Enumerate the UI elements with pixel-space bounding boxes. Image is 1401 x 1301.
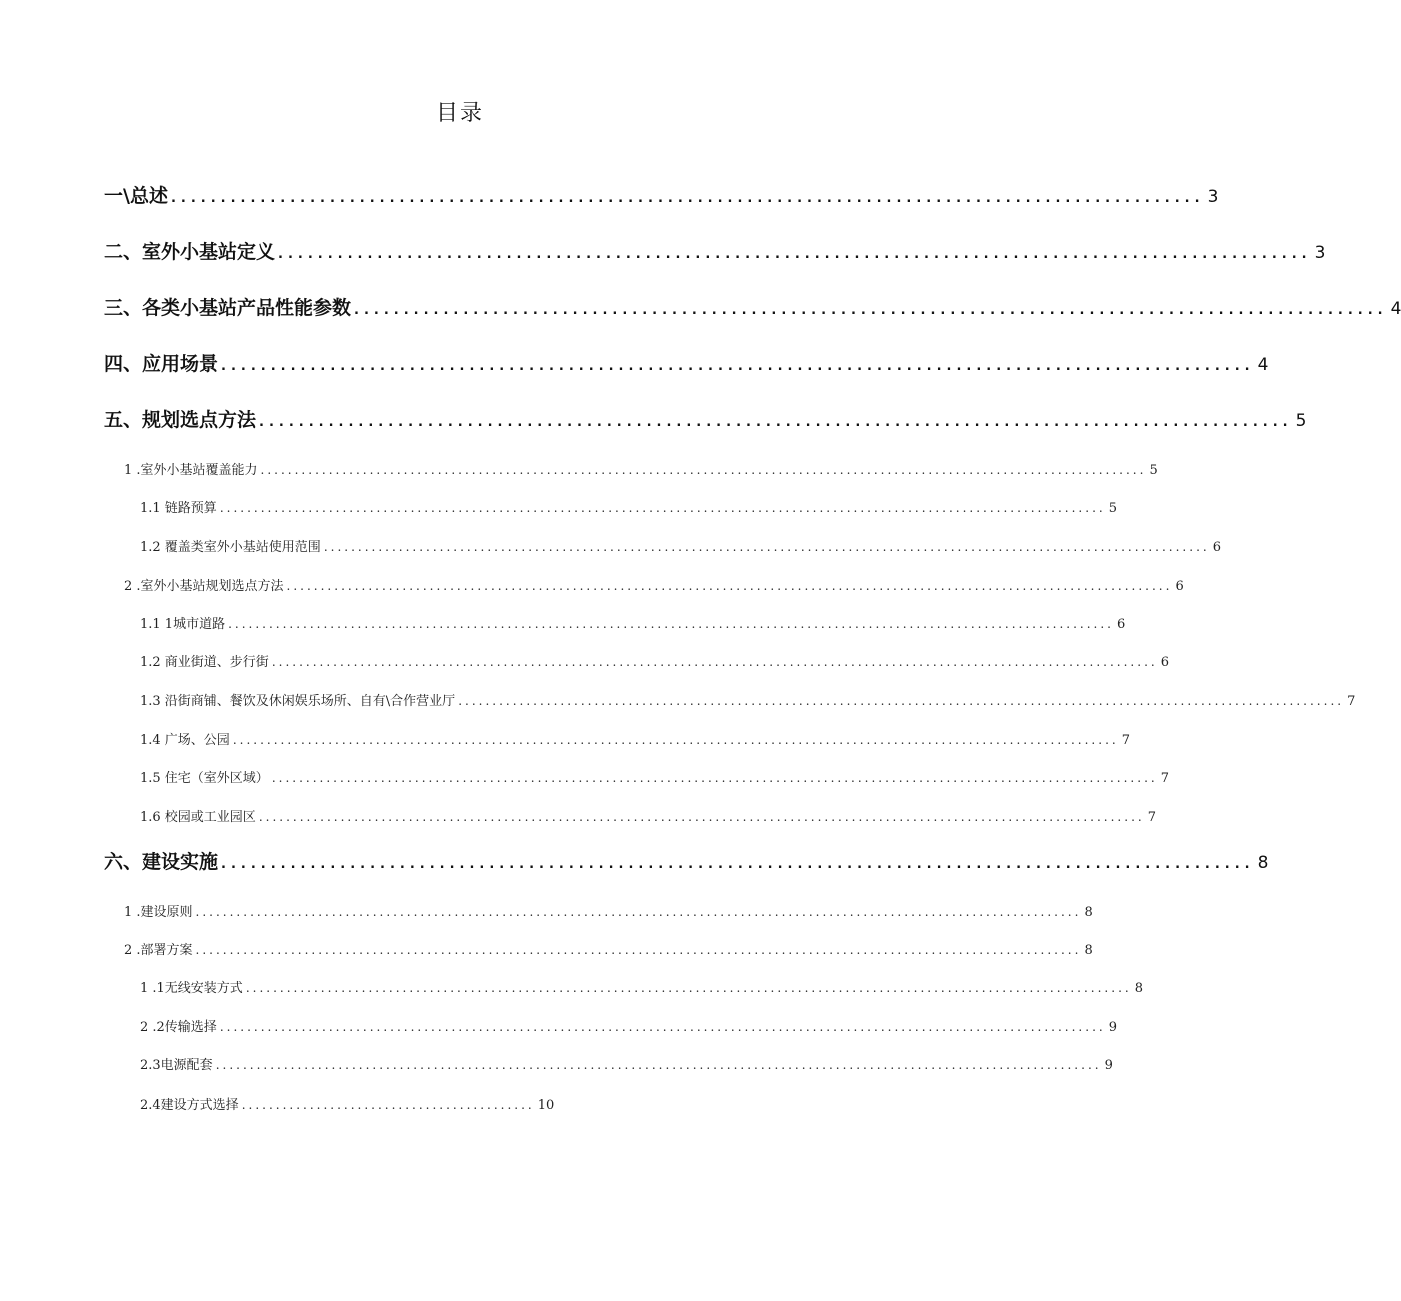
dot-leader: ........................................................................................................ xyxy=(221,857,1255,872)
toc-entry-street-shops[interactable] xyxy=(140,690,1356,709)
dot-leader: ........................................................................................................ xyxy=(354,303,1388,318)
toc-entry-page: 8 xyxy=(1084,905,1093,920)
toc-entry-label: 1.2 商业街道、步行街 xyxy=(140,655,269,670)
toc-entry-label: 1.2 覆盖类室外小基站使用范围 xyxy=(140,540,321,555)
toc-entry-parameters[interactable] xyxy=(104,293,1401,320)
toc-entry-label: 2.3电源配套 xyxy=(140,1058,213,1073)
dot-leader: ........................................................................................................ xyxy=(170,191,1205,206)
toc-entry-implementation[interactable] xyxy=(104,847,1269,874)
toc-entry-label: 1.1 链路预算 xyxy=(140,501,217,516)
toc-entry-label: 1 .室外小基站覆盖能力 xyxy=(124,463,258,478)
toc-entry-page: 5 xyxy=(1108,501,1117,516)
toc-entry-page: 6 xyxy=(1175,579,1184,594)
toc-entry-residential[interactable] xyxy=(140,767,1169,786)
toc-entry-coverage[interactable] xyxy=(124,459,1158,478)
dot-leader: .................................................................................................................................. xyxy=(195,905,1082,919)
toc-entry-label: 1 .1无线安装方式 xyxy=(140,981,243,996)
toc-entry-label: 2 .部署方案 xyxy=(124,943,193,958)
toc-entry-label: 一\总述 xyxy=(104,185,168,207)
toc-entry-page: 10 xyxy=(537,1098,555,1113)
toc-entry-label: 2.4建设方式选择 xyxy=(140,1098,239,1113)
dot-leader: .................................................................................................................................. xyxy=(245,981,1132,995)
toc-entry-page: 3 xyxy=(1314,243,1326,263)
toc-entry-label: 四、应用场景 xyxy=(104,353,219,375)
toc-entry-page: 5 xyxy=(1295,411,1307,431)
dot-leader: .................................................................................................................................. xyxy=(219,1020,1106,1034)
toc-entry-commercial-streets[interactable] xyxy=(140,651,1169,670)
toc-entry-planning[interactable] xyxy=(104,405,1307,432)
toc-entry-link-budget[interactable] xyxy=(140,497,1117,516)
toc-entry-page: 4 xyxy=(1390,299,1401,319)
toc-entry-page: 7 xyxy=(1160,771,1169,786)
toc-entry-page: 9 xyxy=(1104,1058,1113,1073)
page-title: 目录 xyxy=(435,101,484,126)
toc-entry-label: 三、各类小基站产品性能参数 xyxy=(104,297,352,319)
toc-entry-label: 五、规划选点方法 xyxy=(104,409,257,431)
toc-entry-scenarios[interactable] xyxy=(104,349,1269,376)
dot-leader: .................................................................................................................................. xyxy=(195,943,1082,957)
dot-leader: .................................................................................................................................. xyxy=(215,1058,1102,1072)
toc-entry-site-selection[interactable] xyxy=(124,575,1184,594)
dot-leader: .................................................................................................................................. xyxy=(258,810,1145,824)
toc-entry-construction-mode[interactable] xyxy=(140,1094,554,1113)
toc-entry-page: 8 xyxy=(1134,981,1143,996)
dot-leader: .................................................................................................................................. xyxy=(323,540,1210,554)
toc-entry-label: 2 .室外小基站规划选点方法 xyxy=(124,579,284,594)
toc-entry-coverage-range[interactable] xyxy=(140,536,1221,555)
toc-entry-wireless-install[interactable] xyxy=(140,977,1143,996)
toc-entry-page: 8 xyxy=(1084,943,1093,958)
dot-leader: .................................................................................................................................. xyxy=(219,501,1106,515)
dot-leader: ........................................................................................................ xyxy=(221,359,1255,374)
toc-entry-label: 2 .2传输选择 xyxy=(140,1020,217,1035)
dot-leader: .................................................................................................................................. xyxy=(286,579,1173,593)
toc-entry-principles[interactable] xyxy=(124,901,1093,920)
toc-entry-page: 7 xyxy=(1147,810,1156,825)
dot-leader: ........................................................................................................ xyxy=(278,247,1312,262)
toc-entry-power[interactable] xyxy=(140,1054,1113,1073)
toc-entry-label: 1 .建设原则 xyxy=(124,905,193,920)
dot-leader: ........................................................................................................ xyxy=(259,415,1293,430)
dot-leader: .................................................................................................................................. xyxy=(271,771,1158,785)
toc-entry-definition[interactable] xyxy=(104,237,1326,264)
toc-entry-page: 7 xyxy=(1347,694,1356,709)
toc-entry-label: 1.1 1城市道路 xyxy=(140,617,226,632)
toc-entry-label: 六、建设实施 xyxy=(104,851,219,873)
toc-entry-campus[interactable] xyxy=(140,806,1156,825)
toc-entry-page: 5 xyxy=(1149,463,1158,478)
dot-leader: .................................................................................................................................. xyxy=(458,694,1345,708)
toc-entry-transmission[interactable] xyxy=(140,1016,1117,1035)
dot-leader: .................................................................................................................................. xyxy=(228,617,1114,631)
toc-entry-label: 1.4 广场、公园 xyxy=(140,733,230,748)
dot-leader: .................................................................................................................................. xyxy=(260,463,1147,477)
toc-entry-page: 6 xyxy=(1116,617,1126,632)
dot-leader: .................................................................................................................................. xyxy=(232,733,1119,747)
dot-leader: ........................................... xyxy=(241,1098,535,1112)
toc-entry-page: 3 xyxy=(1207,187,1219,207)
dot-leader: .................................................................................................................................. xyxy=(271,655,1158,669)
toc-entry-label: 1.3 沿街商铺、餐饮及休闲娱乐场所、自有\合作营业厅 xyxy=(140,694,456,709)
toc-entry-page: 6 xyxy=(1160,655,1169,670)
toc-entry-page: 7 xyxy=(1121,733,1130,748)
toc-entry-label: 1.5 住宅（室外区域） xyxy=(140,771,269,786)
toc-entry-plaza-park[interactable] xyxy=(140,729,1130,748)
toc-entry-overview[interactable] xyxy=(104,181,1219,208)
toc-entry-page: 6 xyxy=(1212,540,1221,555)
toc-entry-page: 4 xyxy=(1257,355,1269,375)
toc-entry-label: 1.6 校园或工业园区 xyxy=(140,810,256,825)
toc-entry-label: 二、室外小基站定义 xyxy=(104,241,276,263)
toc-entry-page: 9 xyxy=(1108,1020,1117,1035)
toc-entry-page: 8 xyxy=(1257,853,1269,873)
toc-entry-deployment[interactable] xyxy=(124,939,1093,958)
toc-entry-urban-roads[interactable] xyxy=(140,613,1126,632)
